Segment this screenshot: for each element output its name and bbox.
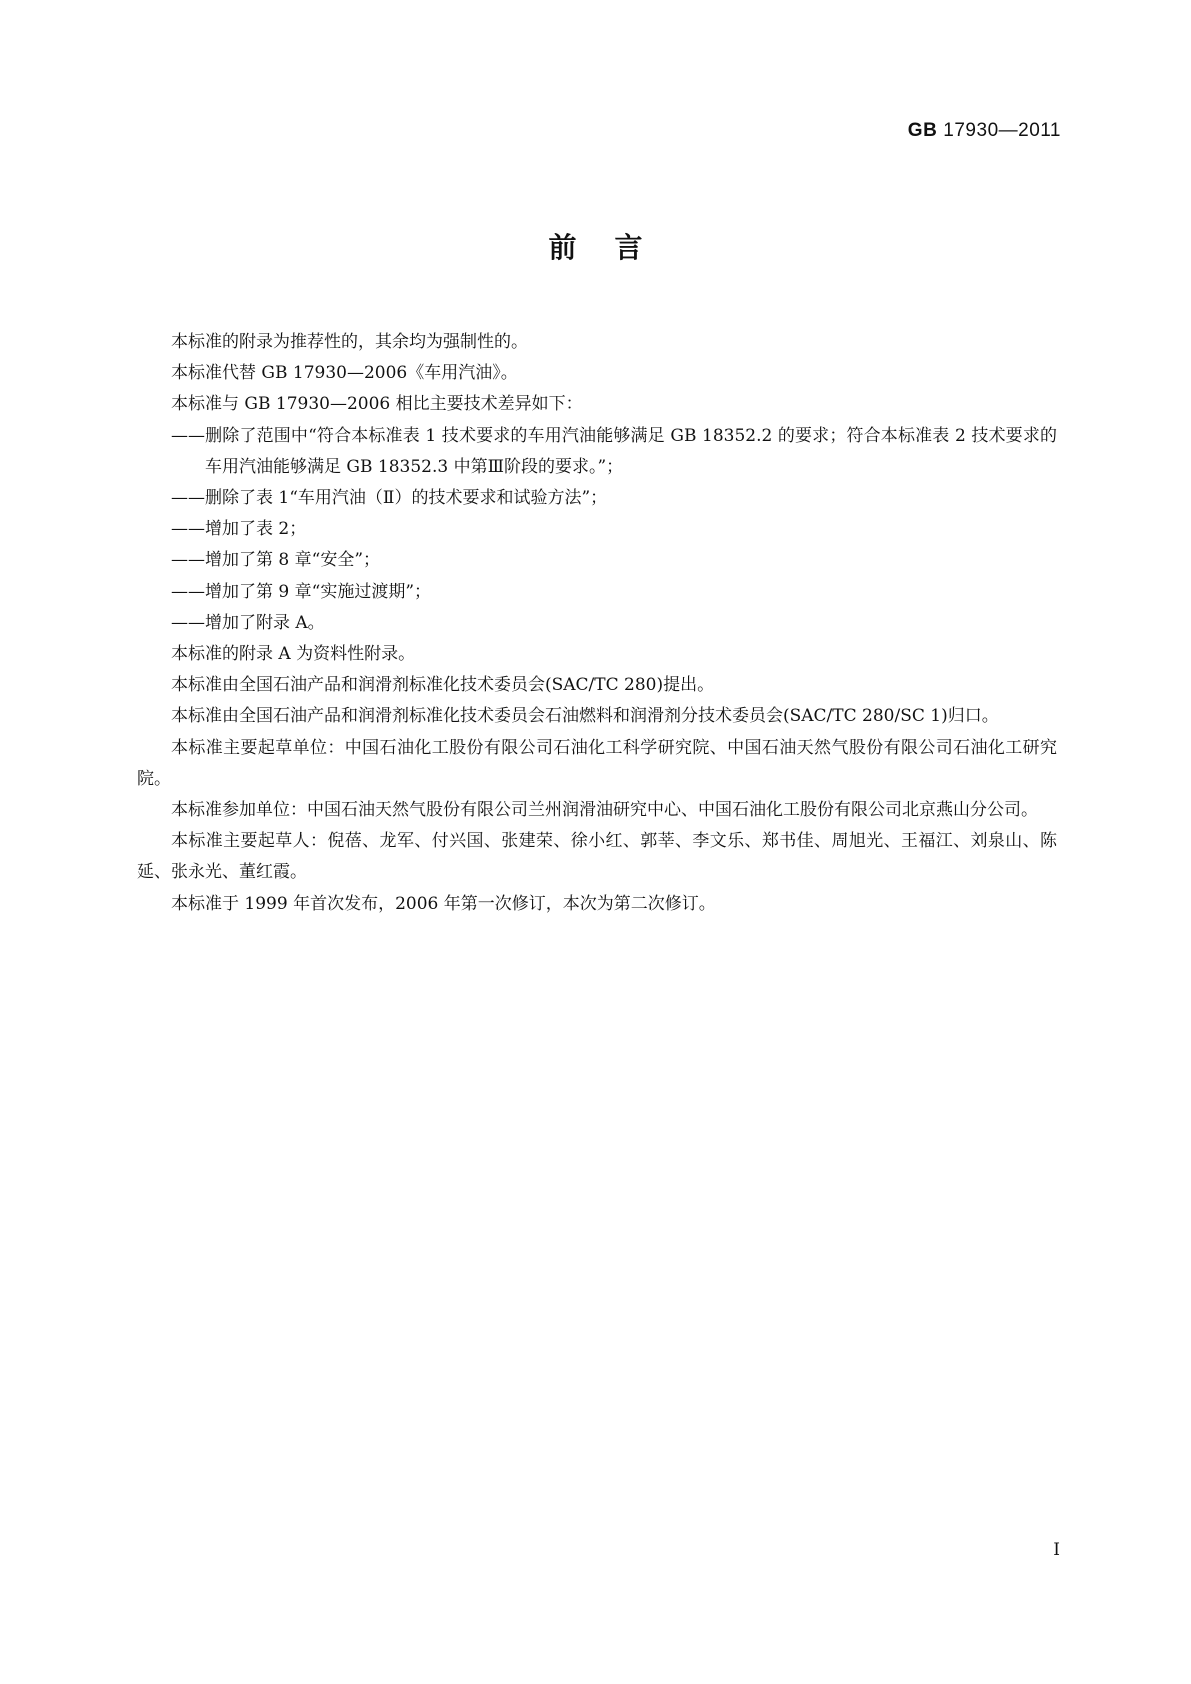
- standard-code: [908, 120, 1061, 142]
- list-item: ——增加了表 2；: [171, 519, 307, 540]
- list-item: ——增加了第 9 章“实施过渡期”；: [171, 581, 432, 602]
- page-title: 前言: [548, 231, 681, 264]
- paragraph: 本标准的附录为推荐性的，其余均为强制性的。: [171, 332, 528, 352]
- standard-prefix: GB: [907, 120, 938, 141]
- paragraph: 本标准与 GB 17930—2006 相比主要技术差异如下：: [171, 394, 583, 415]
- list-item: ——增加了第 8 章“安全”；: [171, 550, 381, 571]
- list-item: ——增加了附录 A。: [171, 612, 325, 633]
- paragraph: 本标准由全国石油产品和润滑剂标准化技术委员会(SAC/TC 280)提出。: [171, 675, 715, 696]
- list-item: ——删除了范围中“符合本标准表 1 技术要求的车用汽油能够满足 GB 18352.2 的要求；符合本标准表 2 技术要求的车用汽油能够满足 GB 18352.3 中第Ⅲ阶段的要求。”；: [171, 425, 1057, 477]
- foreword-body: [137, 327, 1057, 920]
- paragraph: 本标准参加单位：中国石油天然气股份有限公司兰州润滑油研究中心、中国石油化工股份有限公司北京燕山分公司。: [171, 800, 1038, 821]
- paragraph: 本标准的附录 A 为资料性附录。: [171, 644, 416, 665]
- paragraph: 本标准于 1999 年首次发布，2006 年第一次修订，本次为第二次修订。: [171, 893, 716, 914]
- paragraph: 本标准由全国石油产品和润滑剂标准化技术委员会石油燃料和润滑剂分技术委员会(SAC/TC 280/SC 1)归口。: [171, 706, 999, 727]
- list-item: ——删除了表 1“车用汽油（Ⅱ）的技术要求和试验方法”；: [171, 488, 608, 509]
- paragraph: 本标准主要起草单位：中国石油化工股份有限公司石油化工科学研究院、中国石油天然气股份有限公司石油化工研究院。: [137, 737, 1057, 789]
- page-number: I: [1053, 1540, 1060, 1560]
- paragraph: 本标准代替 GB 17930—2006《车用汽油》。: [171, 363, 518, 384]
- standard-number: 17930—2011: [943, 120, 1061, 141]
- paragraph: 本标准主要起草人：倪蓓、龙军、付兴国、张建荣、徐小红、郭莘、李文乐、郑书佳、周旭光、王福江、刘泉山、陈延、张永光、董红霞。: [137, 831, 1057, 883]
